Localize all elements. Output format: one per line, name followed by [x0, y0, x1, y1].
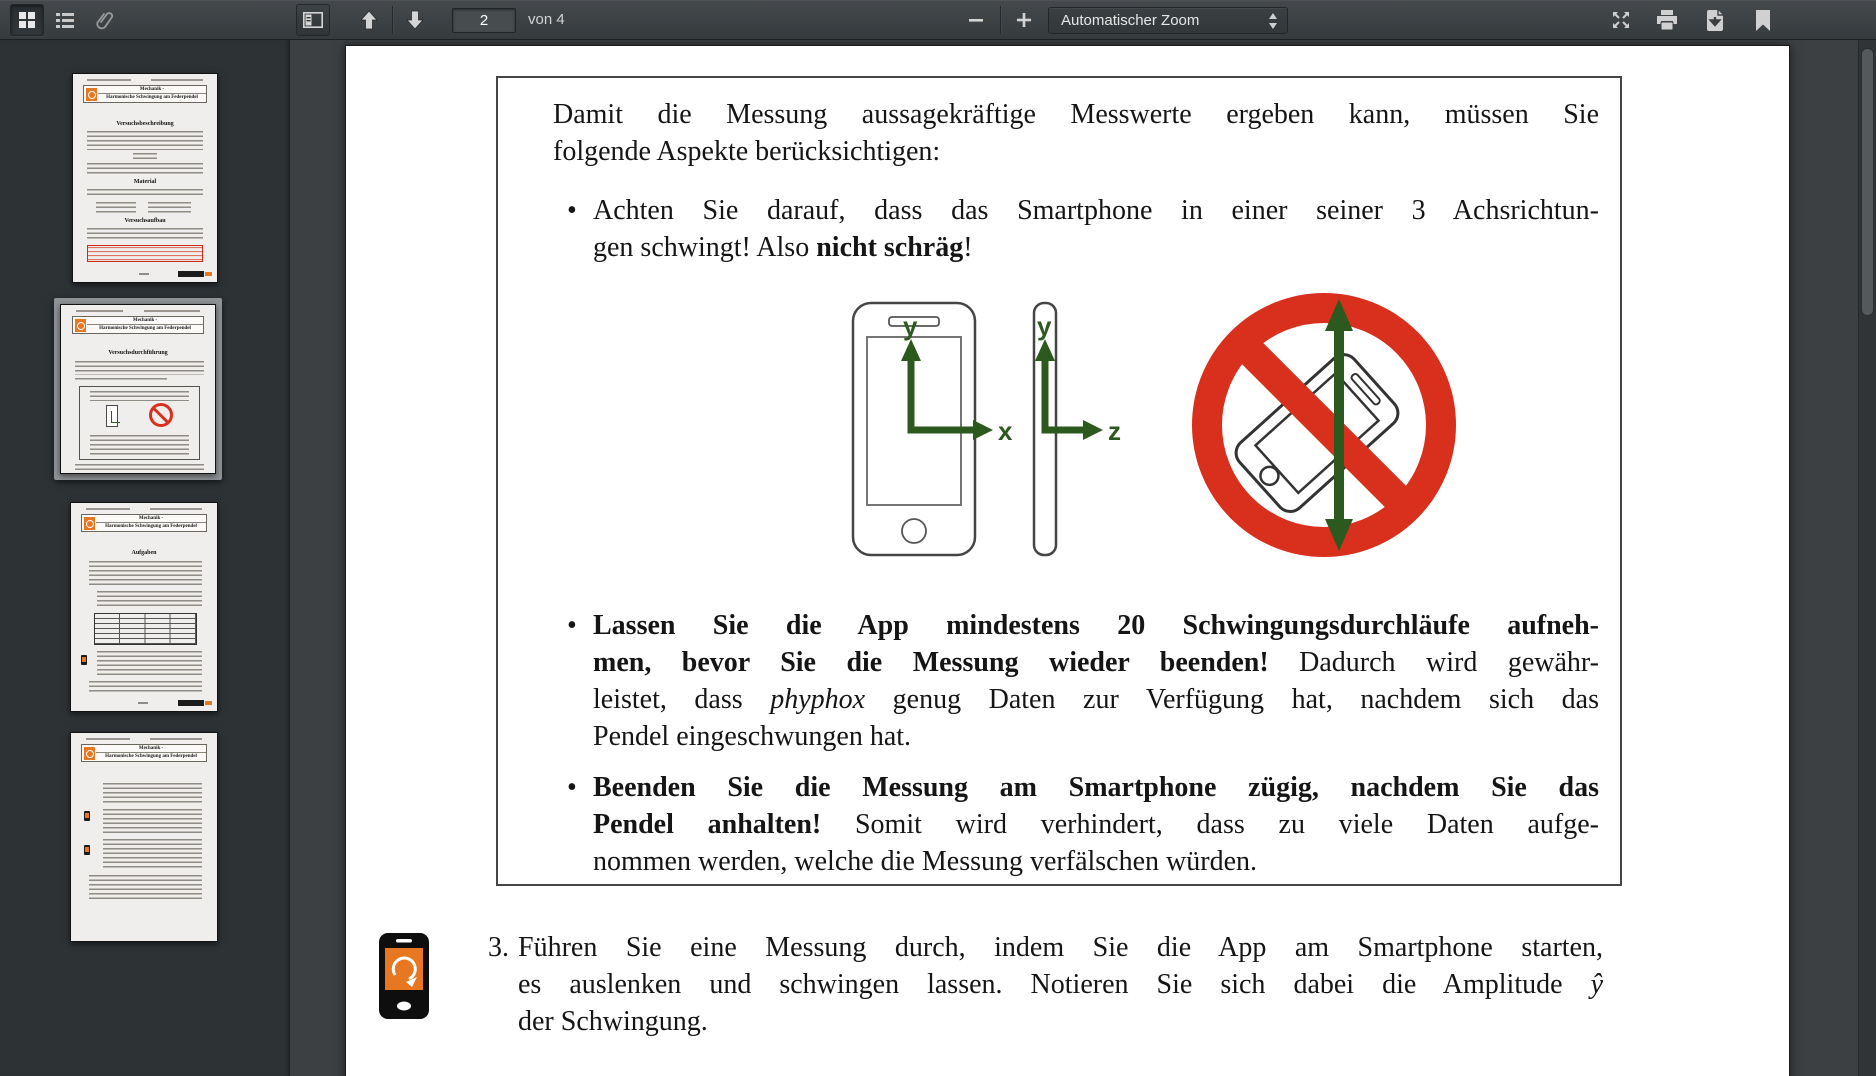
- thumb-header-title: Mechanik -: [138, 746, 164, 751]
- outline-view-button[interactable]: [48, 4, 82, 36]
- bullet-glyph: •: [567, 195, 577, 226]
- thumb-text-block: [87, 189, 202, 198]
- thumb-page-number: [138, 702, 148, 704]
- arrow-up-icon: [358, 9, 380, 31]
- thumb-section-title: Versuchsaufbau: [124, 218, 166, 224]
- thumb-text-block: [103, 839, 202, 869]
- thumb-bullets-left: [96, 202, 136, 214]
- thumb-header-subtitle: Harmonische Schwingung am Federpendel: [87, 324, 203, 332]
- toolbar-divider: [392, 6, 393, 34]
- text-line: Damit die Messung aussagekräftige Messwerte ergeben kann, müssen Sie: [553, 99, 1599, 130]
- thumb-doc-header: [81, 744, 207, 762]
- attachments-view-button[interactable]: [88, 4, 122, 36]
- axis-label-y-front: y: [903, 311, 918, 341]
- notice-intro-paragraph: [553, 96, 1599, 170]
- presentation-mode-button[interactable]: [1604, 4, 1638, 36]
- text-line: Führen Sie eine Messung durch, indem Sie die App am Smartphone starten,: [518, 932, 1603, 963]
- thumb-text-block: [103, 809, 202, 835]
- thumb-header-subtitle: Harmonische Schwingung am Federpendel: [98, 93, 206, 101]
- thumb-text-block: [90, 435, 189, 457]
- thumb-name-date-line: [76, 310, 199, 312]
- bookmark-button[interactable]: [1746, 4, 1780, 36]
- thumb-text-block: [75, 464, 204, 472]
- thumb-warning-box: [87, 245, 202, 262]
- sidebar-toggle-button[interactable]: [296, 4, 330, 36]
- sidebar-toggle-icon: [303, 12, 323, 28]
- zoom-in-button[interactable]: [1008, 4, 1040, 36]
- thumb-notice-box: [79, 386, 199, 460]
- thumb-text-block: [87, 131, 202, 150]
- phyphox-phone-icon: [379, 933, 429, 1019]
- thumb-doc-header: [72, 316, 204, 334]
- viewer-area: [291, 40, 1858, 1076]
- thumb-doc-header: [81, 514, 207, 532]
- phyphox-logo-icon: [84, 747, 95, 760]
- thumb-text-block: [97, 651, 202, 677]
- text-line: Pendel anhalten! Somit wird verhindert, dass zu viele Daten aufge-: [593, 809, 1599, 840]
- toolbar: [0, 0, 1876, 40]
- thumbnail-page-4[interactable]: [70, 732, 218, 942]
- text-line: men, bevor Sie die Messung wieder beenden! Dadurch wird gewähr-: [593, 647, 1599, 678]
- thumb-name-date-line: [86, 738, 203, 740]
- axis-label-x: x: [998, 416, 1013, 446]
- thumb-name-date-line: [86, 508, 203, 510]
- text-line: folgende Aspekte berücksichtigen:: [553, 136, 941, 167]
- thumb-mini-axes: [111, 411, 120, 423]
- bullet-glyph: •: [567, 772, 577, 803]
- thumb-section-title: Versuchsdurchführung: [108, 350, 168, 356]
- phyphox-logo-icon: [86, 88, 97, 101]
- text-line: leistet, dass phyphox genug Daten zur Verfügung hat, nachdem sich das: [593, 684, 1599, 715]
- page-count-label: von 4: [528, 11, 565, 28]
- page-number-input[interactable]: [452, 8, 516, 33]
- thumb-header-title: Mechanik -: [138, 516, 164, 521]
- vertical-scrollbar-thumb[interactable]: [1861, 48, 1874, 316]
- minus-icon: [969, 13, 983, 27]
- smartphone-axes-figure: [841, 291, 1141, 571]
- vertical-scrollbar-track[interactable]: [1858, 40, 1876, 1076]
- previous-page-button[interactable]: [352, 4, 386, 36]
- thumb-text-block: [87, 163, 202, 176]
- thumb-text-block: [90, 391, 189, 401]
- thumb-text-block: [89, 561, 203, 587]
- text-line: nommen werden, welche die Messung verfälschen würden.: [593, 846, 1258, 877]
- thumb-phone-icon: [81, 655, 87, 665]
- paperclip-icon: [95, 10, 115, 30]
- thumb-formula: [133, 153, 156, 159]
- thumb-text-block: [89, 681, 203, 693]
- axis-label-z: z: [1108, 416, 1121, 446]
- text-line: gen schwingt! Also nicht schräg!: [593, 232, 973, 263]
- print-button[interactable]: [1650, 4, 1684, 36]
- thumb-section-title: Aufgaben: [131, 550, 157, 556]
- thumb-doc-header: [83, 85, 207, 103]
- numbered-item-3: [488, 929, 1603, 1040]
- text-line: der Schwingung.: [518, 1006, 708, 1037]
- thumbnail-page-3[interactable]: [70, 502, 218, 712]
- thumb-section-title: Versuchsbeschreibung: [116, 121, 174, 127]
- plus-icon: [1017, 13, 1031, 27]
- fullscreen-icon: [1611, 10, 1631, 30]
- thumb-header-title: Mechanik -: [132, 318, 158, 323]
- axis-label-y-side: y: [1037, 311, 1052, 341]
- phyphox-logo-icon: [84, 517, 95, 530]
- text-line: Lassen Sie die App mindestens 20 Schwingungsdurchläufe aufneh-: [593, 610, 1599, 641]
- text-line: Beenden Sie die Messung am Smartphone zügig, nachdem Sie das: [593, 772, 1599, 803]
- thumb-text-block: [97, 591, 202, 609]
- no-tilted-phone-sign: [1187, 287, 1461, 563]
- next-page-button[interactable]: [398, 4, 432, 36]
- thumb-header-subtitle: Harmonische Schwingung am Federpendel: [96, 522, 206, 530]
- text-line: Pendel eingeschwungen hat.: [593, 721, 912, 752]
- text-line: Achten Sie darauf, dass das Smartphone in einer seiner 3 Achsrichtun-: [593, 195, 1599, 226]
- thumb-text-block: [103, 783, 202, 805]
- phyphox-logo-icon: [75, 319, 86, 332]
- toolbar-divider: [1000, 6, 1001, 34]
- select-chevrons-icon: [1268, 13, 1278, 29]
- thumb-bullets-right: [148, 202, 191, 214]
- bullet-item-stop-measurement: [567, 769, 1599, 880]
- printer-icon: [1656, 10, 1678, 30]
- download-icon: [1705, 10, 1725, 31]
- thumb-mini-prohibition-sign: [149, 403, 173, 427]
- thumb-phone-icon: [84, 845, 90, 855]
- thumb-phone-icon: [84, 811, 90, 821]
- thumb-header-subtitle: Harmonische Schwingung am Federpendel: [96, 752, 206, 760]
- text-line: es auslenken und schwingen lassen. Notieren Sie sich dabei die Amplitude ŷ: [518, 969, 1603, 1000]
- zoom-level-select[interactable]: [1048, 7, 1288, 34]
- pdf-page: [345, 45, 1790, 1076]
- thumb-footer-logos: [178, 700, 204, 706]
- thumb-name-date-line: [87, 79, 202, 81]
- thumb-footer-logos: [178, 271, 204, 277]
- thumb-section-title: Material: [133, 179, 157, 185]
- zoom-level-label: Automatischer Zoom: [1061, 12, 1200, 29]
- thumb-page-number: [139, 273, 149, 275]
- thumb-text-block: [87, 228, 202, 240]
- bullet-item-axis-direction: [567, 192, 1599, 266]
- download-button[interactable]: [1698, 4, 1732, 36]
- bullet-glyph: •: [567, 610, 577, 641]
- outline-list-icon: [56, 12, 74, 28]
- thumbnail-sidebar: [0, 40, 290, 1076]
- arrow-down-icon: [404, 9, 426, 31]
- grid-icon: [18, 11, 36, 29]
- bullet-item-min-20-runs: [567, 607, 1599, 755]
- thumbnails-view-button[interactable]: [10, 4, 44, 36]
- thumb-header-title: Mechanik -: [139, 87, 165, 92]
- thumb-text-block: [89, 875, 203, 899]
- thumbnail-page-2-selected[interactable]: [60, 304, 216, 474]
- thumb-text-block: [75, 361, 204, 375]
- item-number: 3.: [488, 932, 509, 963]
- zoom-out-button[interactable]: [960, 4, 992, 36]
- thumbnail-page-1[interactable]: [72, 73, 218, 283]
- thumb-table: [94, 613, 196, 645]
- bookmark-icon: [1755, 10, 1771, 31]
- thumb-bold-line: [75, 378, 167, 382]
